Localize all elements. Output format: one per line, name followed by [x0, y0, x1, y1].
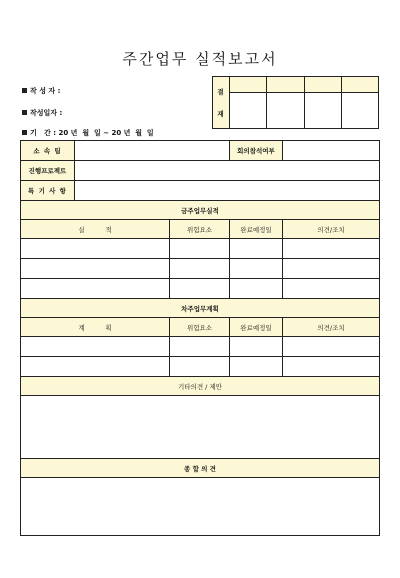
meeting-attendance-label: 회의참석여부: [230, 141, 283, 161]
this-week-opinion-cell[interactable]: [283, 279, 380, 299]
approval-box: [212, 76, 379, 129]
approval-label-top: 결: [217, 87, 225, 96]
project-input[interactable]: [75, 161, 380, 181]
next-week-due-cell[interactable]: [230, 357, 283, 377]
approval-title-cell[interactable]: [304, 77, 341, 93]
department-label: 소 속 팀: [21, 141, 75, 161]
next-week-risk-cell[interactable]: [170, 357, 230, 377]
next-week-risk-cell[interactable]: [170, 337, 230, 357]
next-week-col-due: 완료예정일: [230, 318, 283, 337]
square-bullet-icon: [22, 88, 27, 93]
approval-sign-cell[interactable]: [341, 93, 378, 129]
next-week-due-cell[interactable]: [230, 337, 283, 357]
project-label: 진행프로젝트: [21, 161, 75, 181]
next-week-col-opinion: 의견/조치: [283, 318, 380, 337]
this-week-section-title: 금주업무실적: [21, 201, 380, 220]
meeting-attendance-input[interactable]: [283, 141, 380, 161]
this-week-col-result: 실 적: [21, 220, 170, 239]
approval-sign-cell[interactable]: [267, 93, 304, 129]
department-input[interactable]: [75, 141, 230, 161]
approval-title-cell[interactable]: [230, 77, 267, 93]
this-week-due-cell[interactable]: [230, 259, 283, 279]
document-title: 주간업무 실적보고서: [122, 50, 278, 68]
approval-title-cell[interactable]: [267, 77, 304, 93]
date-written-line: [22, 108, 62, 118]
this-week-risk-cell[interactable]: [170, 239, 230, 259]
this-week-result-cell[interactable]: [21, 279, 170, 299]
period-line: [22, 128, 154, 138]
summary-input[interactable]: [21, 478, 380, 536]
approval-label: [213, 77, 230, 129]
author-line: [22, 86, 60, 96]
approval-title-cell[interactable]: [341, 77, 378, 93]
square-bullet-icon: [22, 130, 27, 135]
this-week-due-cell[interactable]: [230, 279, 283, 299]
this-week-due-cell[interactable]: [230, 239, 283, 259]
this-week-risk-cell[interactable]: [170, 279, 230, 299]
next-week-opinion-cell[interactable]: [283, 337, 380, 357]
next-week-section-title: 차주업무계획: [21, 299, 380, 318]
special-notes-label: 특 기 사 항: [21, 181, 75, 201]
approval-sign-cell[interactable]: [304, 93, 341, 129]
next-week-opinion-cell[interactable]: [283, 357, 380, 377]
period-label: 기 간 : 20 년 월 일 ~ 20 년 월 일: [30, 129, 154, 137]
next-week-plan-cell[interactable]: [21, 337, 170, 357]
special-notes-input[interactable]: [75, 181, 380, 201]
this-week-risk-cell[interactable]: [170, 259, 230, 279]
other-opinion-input[interactable]: [21, 396, 380, 459]
square-bullet-icon: [22, 110, 27, 115]
next-week-col-risk: 위험요소: [170, 318, 230, 337]
summary-section-title: 종 합 의 견: [21, 459, 380, 478]
this-week-col-risk: 위험요소: [170, 220, 230, 239]
next-week-plan-cell[interactable]: [21, 357, 170, 377]
next-week-col-plan: 계 획: [21, 318, 170, 337]
this-week-opinion-cell[interactable]: [283, 239, 380, 259]
approval-label-bottom: 재: [217, 109, 225, 118]
this-week-result-cell[interactable]: [21, 259, 170, 279]
other-opinion-section-title: 기타의견 / 제안: [21, 377, 380, 396]
this-week-col-opinion: 의견/조치: [283, 220, 380, 239]
author-label: 작 성 자 :: [30, 87, 61, 95]
this-week-result-cell[interactable]: [21, 239, 170, 259]
this-week-col-due: 완료예정일: [230, 220, 283, 239]
date-written-label: 작성일자 :: [30, 109, 63, 117]
this-week-opinion-cell[interactable]: [283, 259, 380, 279]
approval-sign-cell[interactable]: [230, 93, 267, 129]
report-table: [20, 140, 380, 536]
